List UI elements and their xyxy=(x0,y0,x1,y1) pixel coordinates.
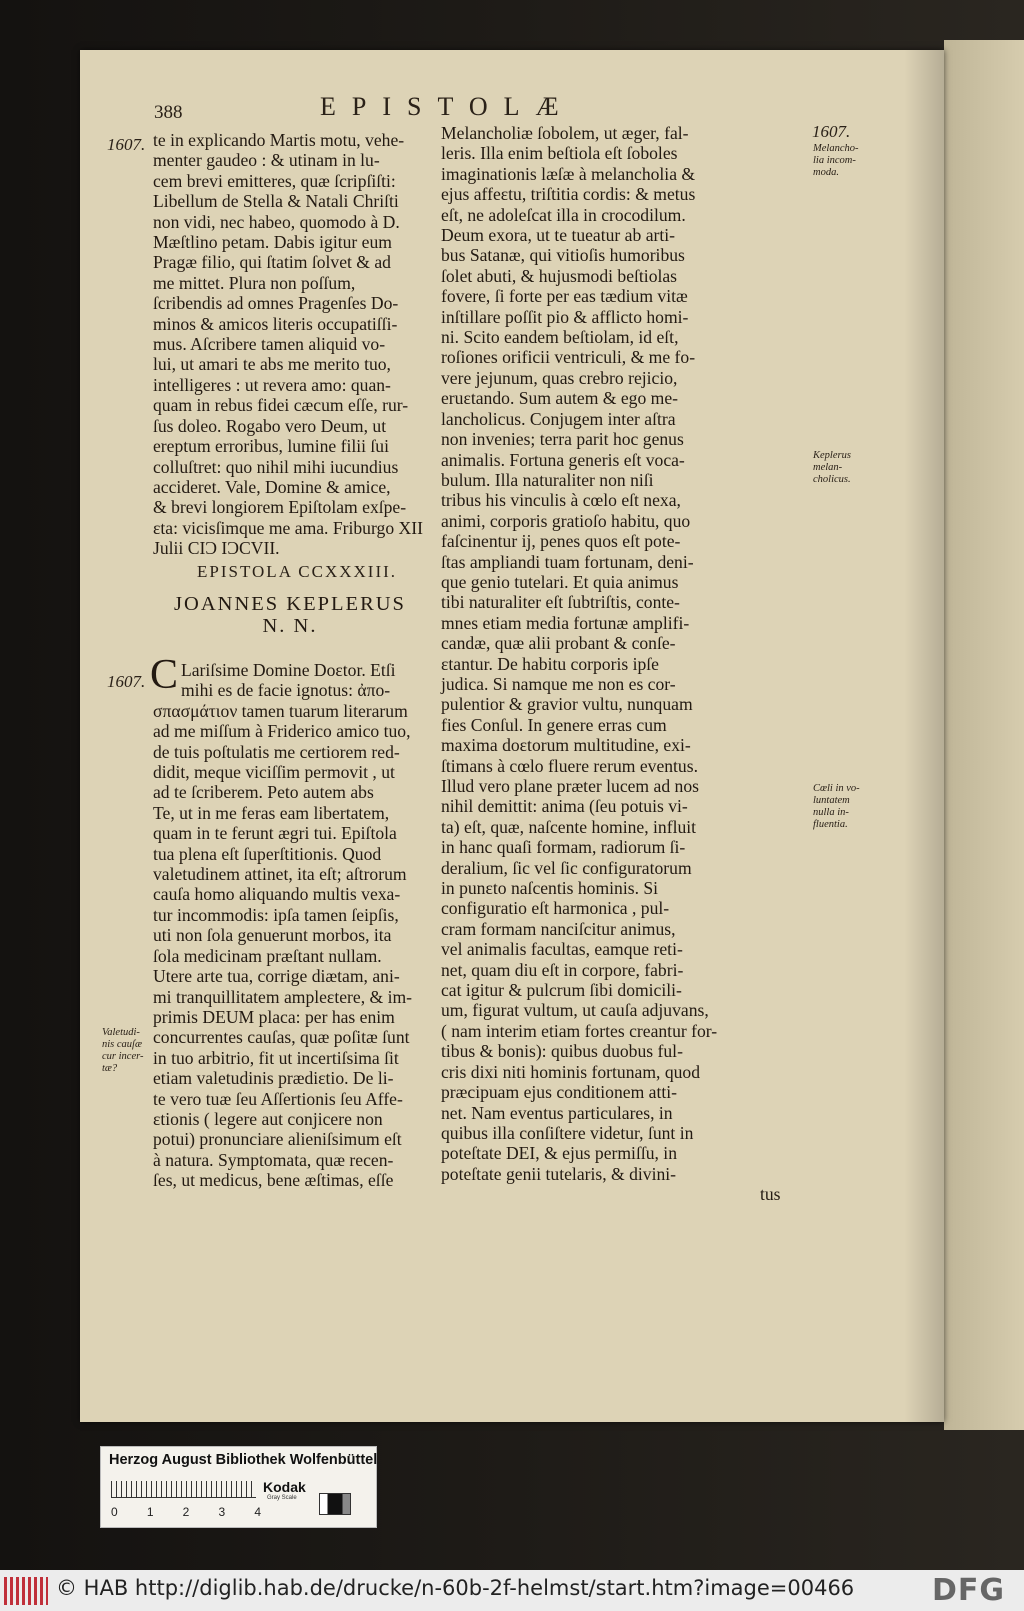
text-line: cem brevi emitteres, quæ ſcripſiſti: xyxy=(153,170,396,191)
text-line: poteſtate genii tutelaris, & divini- xyxy=(441,1163,677,1184)
text-line: mus. Aſcribere tamen aliquid vo- xyxy=(153,334,386,355)
text-line: lia incom- xyxy=(813,155,856,166)
text-line: tibi naturaliter eſt ſubtriſtis, conte- xyxy=(441,592,680,613)
text-line: ſtimans à cœlo fluere rerum eventus. xyxy=(441,755,698,776)
text-line: 4 xyxy=(254,1505,261,1519)
text-line: nulla in- xyxy=(813,807,849,818)
text-line: didit, meque viciſſim permovit , ut xyxy=(153,762,395,783)
gray-scale-swatch xyxy=(319,1493,351,1515)
column-left-letter xyxy=(153,660,412,1191)
text-line: à natura. Symptomata, quæ recen- xyxy=(153,1149,394,1170)
text-line: Valetudi- xyxy=(102,1027,140,1038)
text-line: & brevi longiorem Epiſtolam exſpe- xyxy=(153,497,407,518)
text-line: in hanc quaſi formam, radiorum ſi- xyxy=(441,837,686,858)
text-line: præcipuam ejus conditionem atti- xyxy=(441,1082,677,1103)
text-line: fluentia. xyxy=(813,819,848,830)
year-marker-top-right: 1607. xyxy=(812,122,851,141)
marginal-note-melancholia xyxy=(813,143,858,179)
text-line: mnes etiam media fortunæ amplifi- xyxy=(441,612,690,633)
text-line: σπασμάτιον tamen tuarum literarum xyxy=(153,700,408,721)
text-line: non invenies; terra parit hoc genus xyxy=(441,429,684,450)
text-line: que genio tutelari. Et quia animus xyxy=(441,571,679,592)
text-line: ni. Scito eandem beſtiolam, id eſt, xyxy=(441,327,679,348)
text-line: non vidi, nec habeo, quomodo à D. xyxy=(153,211,400,232)
column-left-top xyxy=(153,130,423,559)
colour-reference-card xyxy=(100,1446,377,1528)
text-line: minos & amicos literis occupatiſſi- xyxy=(153,313,398,334)
text-line: lui, ut amari te abs me merito tuo, xyxy=(153,354,391,375)
text-line: Te, ut in me feras eam libertatem, xyxy=(153,802,390,823)
text-line: etiam valetudinis prædiɛtio. De li- xyxy=(153,1068,394,1089)
text-line: tribus his vinculis à cœlo eſt nexa, xyxy=(441,490,681,511)
text-line: in punɛto naſcentis hominis. Si xyxy=(441,878,659,899)
text-line: candæ, quæ alii probant & conſe- xyxy=(441,633,676,654)
text-line: deralium, ſic vel ſic configuratorum xyxy=(441,857,692,878)
text-line: poteſtate DEI, & ejus permiſſu, in xyxy=(441,1143,677,1164)
text-line: bus Satanæ, qui vitioſis humoribus xyxy=(441,245,685,266)
footer-url[interactable]: © HAB http://diglib.hab.de/drucke/n-60b-2f-helmst/start.htm?image=00466 xyxy=(56,1576,855,1600)
text-line: Keplerus xyxy=(813,450,851,461)
running-head: EPISTOLÆ xyxy=(320,92,575,121)
text-line: cram formam nanciſcitur animus, xyxy=(441,918,676,939)
text-line: tæ? xyxy=(102,1063,118,1074)
text-line: animi, corporis gratioſo habitu, quo xyxy=(441,510,691,531)
text-line: vere jejunum, quas crebro rejicio, xyxy=(441,367,678,388)
text-line: vel animalis facultas, eamque reti- xyxy=(441,939,683,960)
text-line: Melancholiæ ſobolem, ut æger, fal- xyxy=(441,123,689,143)
year-marker-top-left: 1607. xyxy=(107,135,146,154)
text-line: intelligeres : ut revera amo: quan- xyxy=(153,374,391,395)
text-line: te vero tuæ ſeu Aſſertionis ſeu Affe- xyxy=(153,1088,403,1109)
text-line: ad te ſcriberem. Peto autem abs xyxy=(153,782,374,803)
text-line: lancholicus. Conjugem inter aſtra xyxy=(441,408,676,429)
text-line: inſtillare poſſit pio & afflicto homi- xyxy=(441,306,689,327)
text-line: ad me miſſum à Friderico amico tuo, xyxy=(153,721,411,742)
text-line: ɛtantur. De habitu corporis ipſe xyxy=(441,653,659,674)
text-line: ɛta: vicisſimque me ama. Friburgo XII xyxy=(153,517,423,538)
letter-title xyxy=(160,593,420,637)
text-line: cauſa homo aliquando multis vexa- xyxy=(153,884,401,905)
hab-logo-icon xyxy=(4,1577,48,1605)
text-line: configuratio eſt harmonica , pul- xyxy=(441,898,670,919)
text-line: in tuo arbitrio, fit ut incertiſsima ſit xyxy=(153,1047,399,1068)
epistola-heading: EPISTOLA CCXXXIII. xyxy=(197,562,398,581)
text-line: 0 xyxy=(111,1505,118,1519)
page-number: 388 xyxy=(154,102,183,123)
text-line: ſtas ampliandi tuam fortunam, deni- xyxy=(441,551,694,572)
drop-cap: C xyxy=(150,652,179,698)
text-line: nihil demittit: anima (ſeu potuis vi- xyxy=(441,796,688,817)
text-line: uti non ſola genuerunt morbos, ita xyxy=(153,925,392,946)
card-scale xyxy=(111,1505,261,1519)
text-line: moda. xyxy=(813,167,839,178)
text-line: imaginationis læſæ à melancholia & xyxy=(441,163,696,184)
text-line: ſolet abuti, & hujusmodi beſtiolas xyxy=(441,265,678,286)
text-line: me mittet. Plura non poſſum, xyxy=(153,272,356,293)
text-line: Lariſsime Domine Doɛtor. Etſi xyxy=(181,660,396,680)
text-line: animalis. Fortuna generis eſt voca- xyxy=(441,449,685,470)
text-line: 3 xyxy=(218,1505,226,1519)
text-line: mihi es de facie ignotus: ἀπο- xyxy=(181,680,391,701)
text-line: judica. Si namque me non es cor- xyxy=(441,673,676,694)
letter-title-author: JOANNES KEPLERUS xyxy=(174,593,406,615)
text-line: te in explicando Martis motu, vehe- xyxy=(153,130,405,150)
text-line: primis DEUM placa: per has enim xyxy=(153,1006,395,1027)
text-line: fies Conſul. In genere erras cum xyxy=(441,714,667,735)
text-line: quibus illa conſiſtere videtur, ſunt in xyxy=(441,1122,694,1143)
text-line: faſcinentur ij, penes quos eſt pote- xyxy=(441,531,681,552)
text-line: Deum exora, ut te tueatur ab arti- xyxy=(441,225,675,246)
text-line: ejus affeɛtu, triſtitia cordis: & metus xyxy=(441,184,696,205)
text-line: 2 xyxy=(182,1505,190,1519)
catchword: tus xyxy=(760,1184,781,1204)
text-line: cris dixi niti hominis fortunam, quod xyxy=(441,1061,701,1082)
card-title: Herzog August Bibliothek Wolfenbüttel xyxy=(109,1452,378,1468)
text-line: colluſtret: quo nihil mihi iucundius xyxy=(153,456,399,477)
text-line: luntatem xyxy=(813,795,850,806)
text-line: cat igitur & pulcrum ſibi domicili- xyxy=(441,980,682,1001)
text-line: tua plena eſt ſuperſtitionis. Quod xyxy=(153,843,382,864)
text-line: ſus doleo. Rogabo vero Deum, ut xyxy=(153,415,387,436)
text-line: ɛtionis ( legere aut conjicere non xyxy=(153,1108,383,1129)
facing-page-edge xyxy=(944,40,1024,1430)
text-line: leris. Illa enim beſtiola eſt ſoboles xyxy=(441,143,678,164)
card-ruler xyxy=(111,1481,256,1498)
text-line: ( nam interim etiam fortes creantur for- xyxy=(441,1020,718,1041)
text-line: Julii CIƆ IƆCVII. xyxy=(153,538,280,559)
kodak-logo: Kodak xyxy=(263,1479,306,1495)
text-line: de tuis poſtulatis me certiorem red- xyxy=(153,741,400,762)
gray-scale-label: Gray Scale xyxy=(267,1495,297,1501)
year-marker-letter: 1607. xyxy=(107,672,146,691)
text-line: tibus & bonis): quibus duobus ful- xyxy=(441,1041,683,1062)
text-line: net, quam diu eſt in corpore, fabri- xyxy=(441,959,684,980)
text-line: ſola medicinam præſtant nullam. xyxy=(153,945,382,966)
text-line: cur incer- xyxy=(102,1051,144,1062)
text-line: Libellum de Stella & Natali Chriſti xyxy=(153,191,399,212)
text-line: ereptum erroribus, lumine filii ſui xyxy=(153,436,389,457)
letter-title-recipient: N. N. xyxy=(262,615,318,637)
text-line: eruɛtando. Sum autem & ego me- xyxy=(441,388,679,409)
dfg-logo: DFG xyxy=(932,1573,1006,1608)
text-line: nis cauſæ xyxy=(102,1039,142,1050)
text-line: menter gaudeo : & utinam in lu- xyxy=(153,150,380,171)
text-line: maxima doɛtorum multitudine, exi- xyxy=(441,735,691,756)
text-line: melan- xyxy=(813,462,843,473)
text-line: concurrentes cauſas, quæ poſitæ ſunt xyxy=(153,1027,410,1048)
marginal-note-coeli xyxy=(813,783,860,831)
text-line: quam in rebus fidei cæcum eſſe, rur- xyxy=(153,395,409,416)
text-line: Mæſtlino petam. Dabis igitur eum xyxy=(153,232,392,253)
marginal-note-valetudinis xyxy=(102,1027,143,1075)
text-line: Cœli in vo- xyxy=(813,783,860,794)
text-line: accideret. Vale, Domine & amice, xyxy=(153,476,391,497)
text-line: ta) eſt, quæ, naſcente homine, influit xyxy=(441,816,697,837)
text-line: tur incommodis: ipſa tamen ſeipſis, xyxy=(153,904,399,925)
text-line: mi tranquillitatem ampleɛtere, & im- xyxy=(153,986,413,1007)
text-line: pulentior & gravior vultu, nunquam xyxy=(441,694,693,715)
text-line: Pragæ filio, qui ſtatim ſolvet & ad xyxy=(153,252,391,273)
text-line: bulum. Illa naturaliter non niſi xyxy=(441,469,654,490)
text-line: 1 xyxy=(146,1505,154,1519)
text-line: um, figurat vultum, ut cauſa adjuvans, xyxy=(441,1000,709,1021)
text-line: fovere, ſi forte per eas tædium vitæ xyxy=(441,286,688,307)
text-line: ſcribendis ad omnes Pragenſes Do- xyxy=(153,293,399,314)
text-line: valetudinem attinet, ita eſt; aſtrorum xyxy=(153,864,407,885)
text-line: quam in te ferunt ægri tui. Epiſtola xyxy=(153,823,397,844)
text-line: cholicus. xyxy=(813,474,851,485)
text-line: Illud vero plane præter lucem ad nos xyxy=(441,776,699,796)
text-line: eſt, ne adoleſcat illa in crocodilum. xyxy=(441,204,686,225)
marginal-note-keplerus xyxy=(813,450,851,486)
text-line: Melancho- xyxy=(813,143,859,154)
text-line: net. Nam eventus particulares, in xyxy=(441,1102,673,1123)
footer-bar xyxy=(0,1570,1024,1611)
text-line: ſes, ut medicus, bene æſtimas, eſſe xyxy=(153,1170,394,1191)
text-line: Utere arte tua, corrige diætam, ani- xyxy=(153,966,400,987)
column-right xyxy=(441,123,717,1184)
text-line: roſiones orificii ventriculi, & me fo- xyxy=(441,347,696,368)
text-line: potui) pronunciare alieniſsimum eſt xyxy=(153,1129,402,1150)
